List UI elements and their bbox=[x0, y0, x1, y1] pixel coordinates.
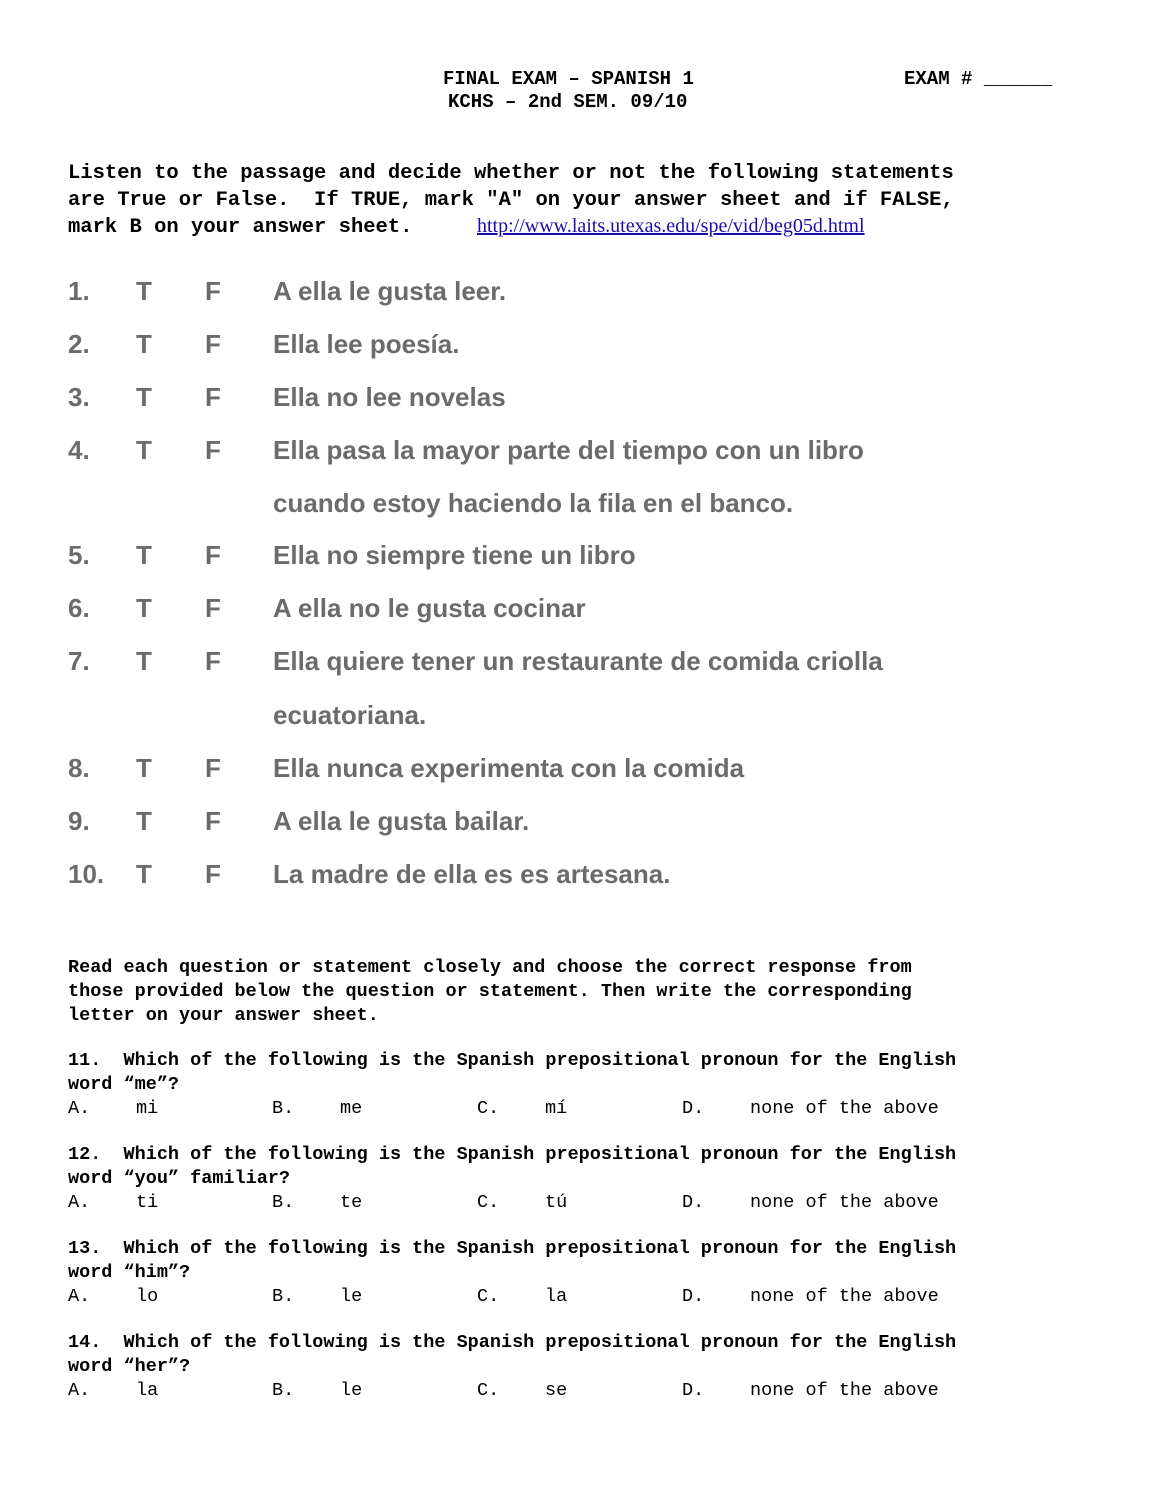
option-text: none of the above bbox=[750, 1192, 939, 1213]
item-number: 8. bbox=[68, 753, 90, 783]
statement-text: Ella nunca experimenta con la comida bbox=[273, 753, 745, 783]
true-option: T bbox=[136, 593, 152, 623]
statement-text: A ella le gusta bailar. bbox=[273, 806, 530, 836]
question-text-line2: word “him”? bbox=[68, 1262, 191, 1283]
false-option: F bbox=[205, 382, 221, 412]
option-text: mí bbox=[545, 1098, 568, 1119]
statement-text-continued: ecuatoriana. bbox=[273, 700, 427, 730]
statement-text: A ella le gusta leer. bbox=[273, 276, 507, 306]
option-text: me bbox=[340, 1098, 363, 1119]
option-text: mi bbox=[136, 1098, 159, 1119]
option-text: te bbox=[340, 1192, 363, 1213]
section1-instruction-line2: are True or False. If TRUE, mark "A" on your answer sheet and if FALSE, bbox=[68, 189, 954, 212]
option-letter: D. bbox=[682, 1286, 705, 1307]
option-text: ti bbox=[136, 1192, 159, 1213]
true-option: T bbox=[136, 859, 152, 889]
option-letter: A. bbox=[68, 1192, 91, 1213]
item-number: 5. bbox=[68, 540, 90, 570]
false-option: F bbox=[205, 435, 221, 465]
option-letter: D. bbox=[682, 1380, 705, 1401]
option-letter: B. bbox=[272, 1098, 295, 1119]
statement-text: Ella no siempre tiene un libro bbox=[273, 540, 636, 570]
true-option: T bbox=[136, 806, 152, 836]
question-text-line2: word “you” familiar? bbox=[68, 1168, 291, 1189]
false-option: F bbox=[205, 276, 221, 306]
option-letter: C. bbox=[477, 1192, 500, 1213]
item-number: 3. bbox=[68, 382, 90, 412]
item-number: 9. bbox=[68, 806, 90, 836]
option-text: none of the above bbox=[750, 1380, 939, 1401]
item-number: 6. bbox=[68, 593, 90, 623]
section2-instruction-line1: Read each question or statement closely and choose the correct response from bbox=[68, 957, 912, 978]
option-letter: D. bbox=[682, 1192, 705, 1213]
exam-number-field: EXAM # ______ bbox=[904, 68, 1053, 90]
option-text: la bbox=[545, 1286, 568, 1307]
false-option: F bbox=[205, 540, 221, 570]
false-option: F bbox=[205, 753, 221, 783]
option-text: tú bbox=[545, 1192, 568, 1213]
false-option: F bbox=[205, 329, 221, 359]
option-letter: B. bbox=[272, 1380, 295, 1401]
item-number: 4. bbox=[68, 435, 90, 465]
false-option: F bbox=[205, 806, 221, 836]
item-number: 10. bbox=[68, 859, 105, 889]
option-text: le bbox=[340, 1380, 363, 1401]
true-option: T bbox=[136, 753, 152, 783]
exam-subtitle: KCHS – 2nd SEM. 09/10 bbox=[448, 91, 688, 113]
false-option: F bbox=[205, 646, 221, 676]
exam-title: FINAL EXAM – SPANISH 1 bbox=[443, 68, 694, 90]
item-number: 1. bbox=[68, 276, 90, 306]
passage-link[interactable]: http://www.laits.utexas.edu/spe/vid/beg05d.html bbox=[477, 215, 865, 237]
statement-text: A ella no le gusta cocinar bbox=[273, 593, 586, 623]
question-text-line1: 12. Which of the following is the Spanish prepositional pronoun for the English bbox=[68, 1144, 957, 1165]
question-text-line1: 11. Which of the following is the Spanish prepositional pronoun for the English bbox=[68, 1050, 957, 1071]
option-letter: B. bbox=[272, 1286, 295, 1307]
section1-instruction-line1: Listen to the passage and decide whether or not the following statements bbox=[68, 162, 954, 185]
true-option: T bbox=[136, 276, 152, 306]
statement-text: Ella lee poesía. bbox=[273, 329, 460, 359]
true-option: T bbox=[136, 646, 152, 676]
option-text: le bbox=[340, 1286, 363, 1307]
statement-text-continued: cuando estoy haciendo la fila en el banco. bbox=[273, 488, 794, 518]
option-letter: A. bbox=[68, 1380, 91, 1401]
section2-instruction-line3: letter on your answer sheet. bbox=[68, 1005, 379, 1026]
true-option: T bbox=[136, 382, 152, 412]
false-option: F bbox=[205, 859, 221, 889]
option-letter: D. bbox=[682, 1098, 705, 1119]
false-option: F bbox=[205, 593, 221, 623]
option-letter: C. bbox=[477, 1286, 500, 1307]
option-text: none of the above bbox=[750, 1286, 939, 1307]
option-letter: A. bbox=[68, 1286, 91, 1307]
question-text-line2: word “me”? bbox=[68, 1074, 180, 1095]
option-letter: A. bbox=[68, 1098, 91, 1119]
statement-text: Ella no lee novelas bbox=[273, 382, 506, 412]
question-text-line1: 13. Which of the following is the Spanish prepositional pronoun for the English bbox=[68, 1238, 957, 1259]
item-number: 2. bbox=[68, 329, 90, 359]
item-number: 7. bbox=[68, 646, 90, 676]
option-letter: C. bbox=[477, 1380, 500, 1401]
option-text: none of the above bbox=[750, 1098, 939, 1119]
question-text-line1: 14. Which of the following is the Spanish prepositional pronoun for the English bbox=[68, 1332, 957, 1353]
question-text-line2: word “her”? bbox=[68, 1356, 191, 1377]
true-option: T bbox=[136, 540, 152, 570]
option-text: la bbox=[136, 1380, 159, 1401]
section2-instruction-line2: those provided below the question or statement. Then write the corresponding bbox=[68, 981, 912, 1002]
statement-text: Ella quiere tener un restaurante de comida criolla bbox=[273, 646, 883, 676]
statement-text: La madre de ella es es artesana. bbox=[273, 859, 671, 889]
true-option: T bbox=[136, 329, 152, 359]
section1-instruction-line3: mark B on your answer sheet. bbox=[68, 216, 413, 239]
option-letter: B. bbox=[272, 1192, 295, 1213]
statement-text: Ella pasa la mayor parte del tiempo con un libro bbox=[273, 435, 864, 465]
option-text: se bbox=[545, 1380, 568, 1401]
true-option: T bbox=[136, 435, 152, 465]
option-text: lo bbox=[136, 1286, 159, 1307]
option-letter: C. bbox=[477, 1098, 500, 1119]
